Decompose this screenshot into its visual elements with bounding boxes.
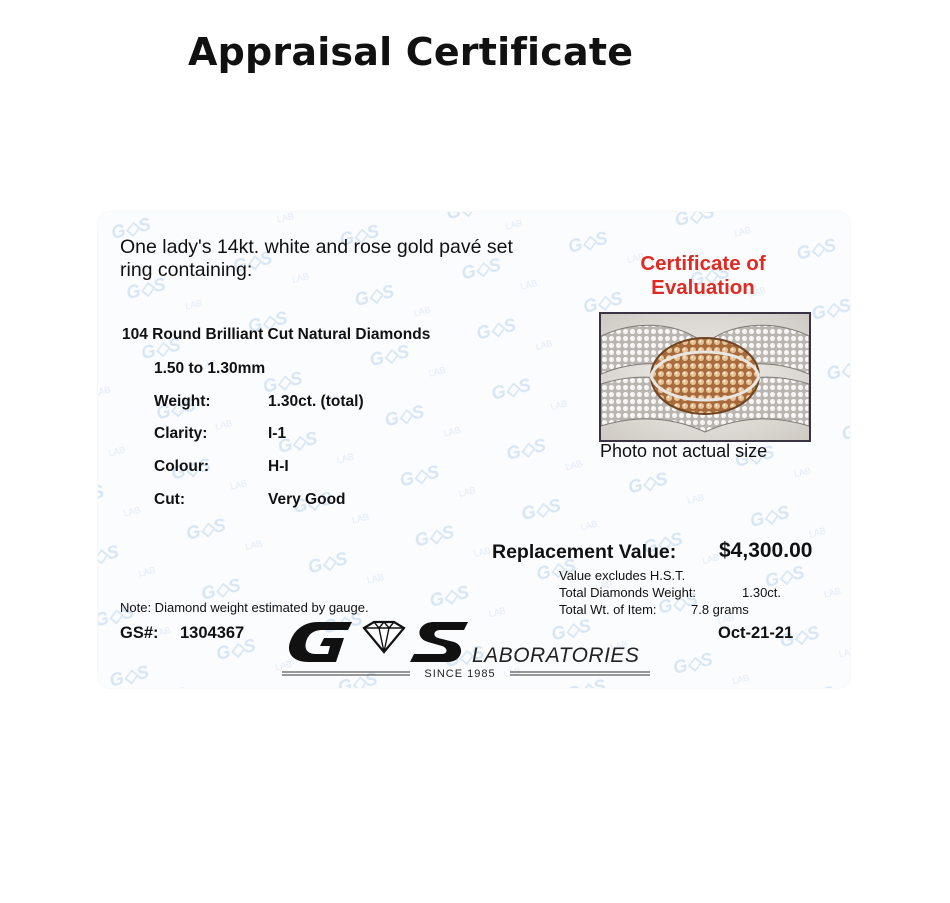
value-tax-note: Value excludes H.S.T. — [559, 568, 686, 583]
appraisal-certificate-card — [98, 212, 850, 688]
page-title: Appraisal Certificate — [188, 30, 634, 74]
diamond-size-range: 1.50 to 1.30mm — [154, 360, 266, 377]
total-diamonds-weight-value: 1.30ct. — [742, 585, 782, 600]
spec-value-colour: H-I — [268, 458, 289, 475]
spec-label-weight: Weight: — [154, 393, 211, 410]
gauge-note: Note: Diamond weight estimated by gauge. — [120, 600, 369, 615]
item-description — [120, 236, 513, 282]
spec-label-clarity: Clarity: — [154, 425, 208, 442]
replacement-value-amount: $4,300.00 — [719, 539, 813, 562]
total-diamonds-weight-label: Total Diamonds Weight: — [559, 585, 697, 600]
spec-value-clarity: I-1 — [268, 425, 287, 442]
total-item-weight-value: 7.8 grams — [691, 602, 749, 617]
spec-value-weight: 1.30ct. (total) — [268, 393, 364, 410]
diamond-summary: 104 Round Brilliant Cut Natural Diamonds — [122, 326, 431, 343]
replacement-value-label: Replacement Value: — [492, 541, 677, 563]
gs-number: 1304367 — [180, 624, 245, 642]
ring-illustration — [601, 314, 809, 440]
gs-laboratories-logo — [282, 616, 662, 678]
logo-since-text: SINCE 1985 — [424, 668, 496, 678]
certificate-title-line2: Evaluation — [651, 276, 755, 299]
spec-label-colour: Colour: — [154, 458, 210, 475]
spec-label-cut: Cut: — [154, 491, 185, 508]
spec-value-cut: Very Good — [268, 491, 346, 508]
item-description-line1: One lady's 14kt. white and rose gold pavé set — [120, 236, 513, 258]
certificate-title — [603, 252, 803, 300]
ring-photo — [599, 312, 811, 442]
certificate-title-line1: Certificate of — [640, 252, 766, 275]
photo-caption: Photo not actual size — [600, 441, 768, 461]
diamond-icon — [364, 622, 404, 652]
gs-number-label: GS#: — [120, 624, 159, 642]
item-description-line2: ring containing: — [120, 259, 253, 281]
logo-laboratories-text: LABORATORIES — [472, 644, 640, 667]
certificate-date: Oct-21-21 — [718, 624, 794, 642]
total-item-weight-label: Total Wt. of Item: — [559, 602, 657, 617]
